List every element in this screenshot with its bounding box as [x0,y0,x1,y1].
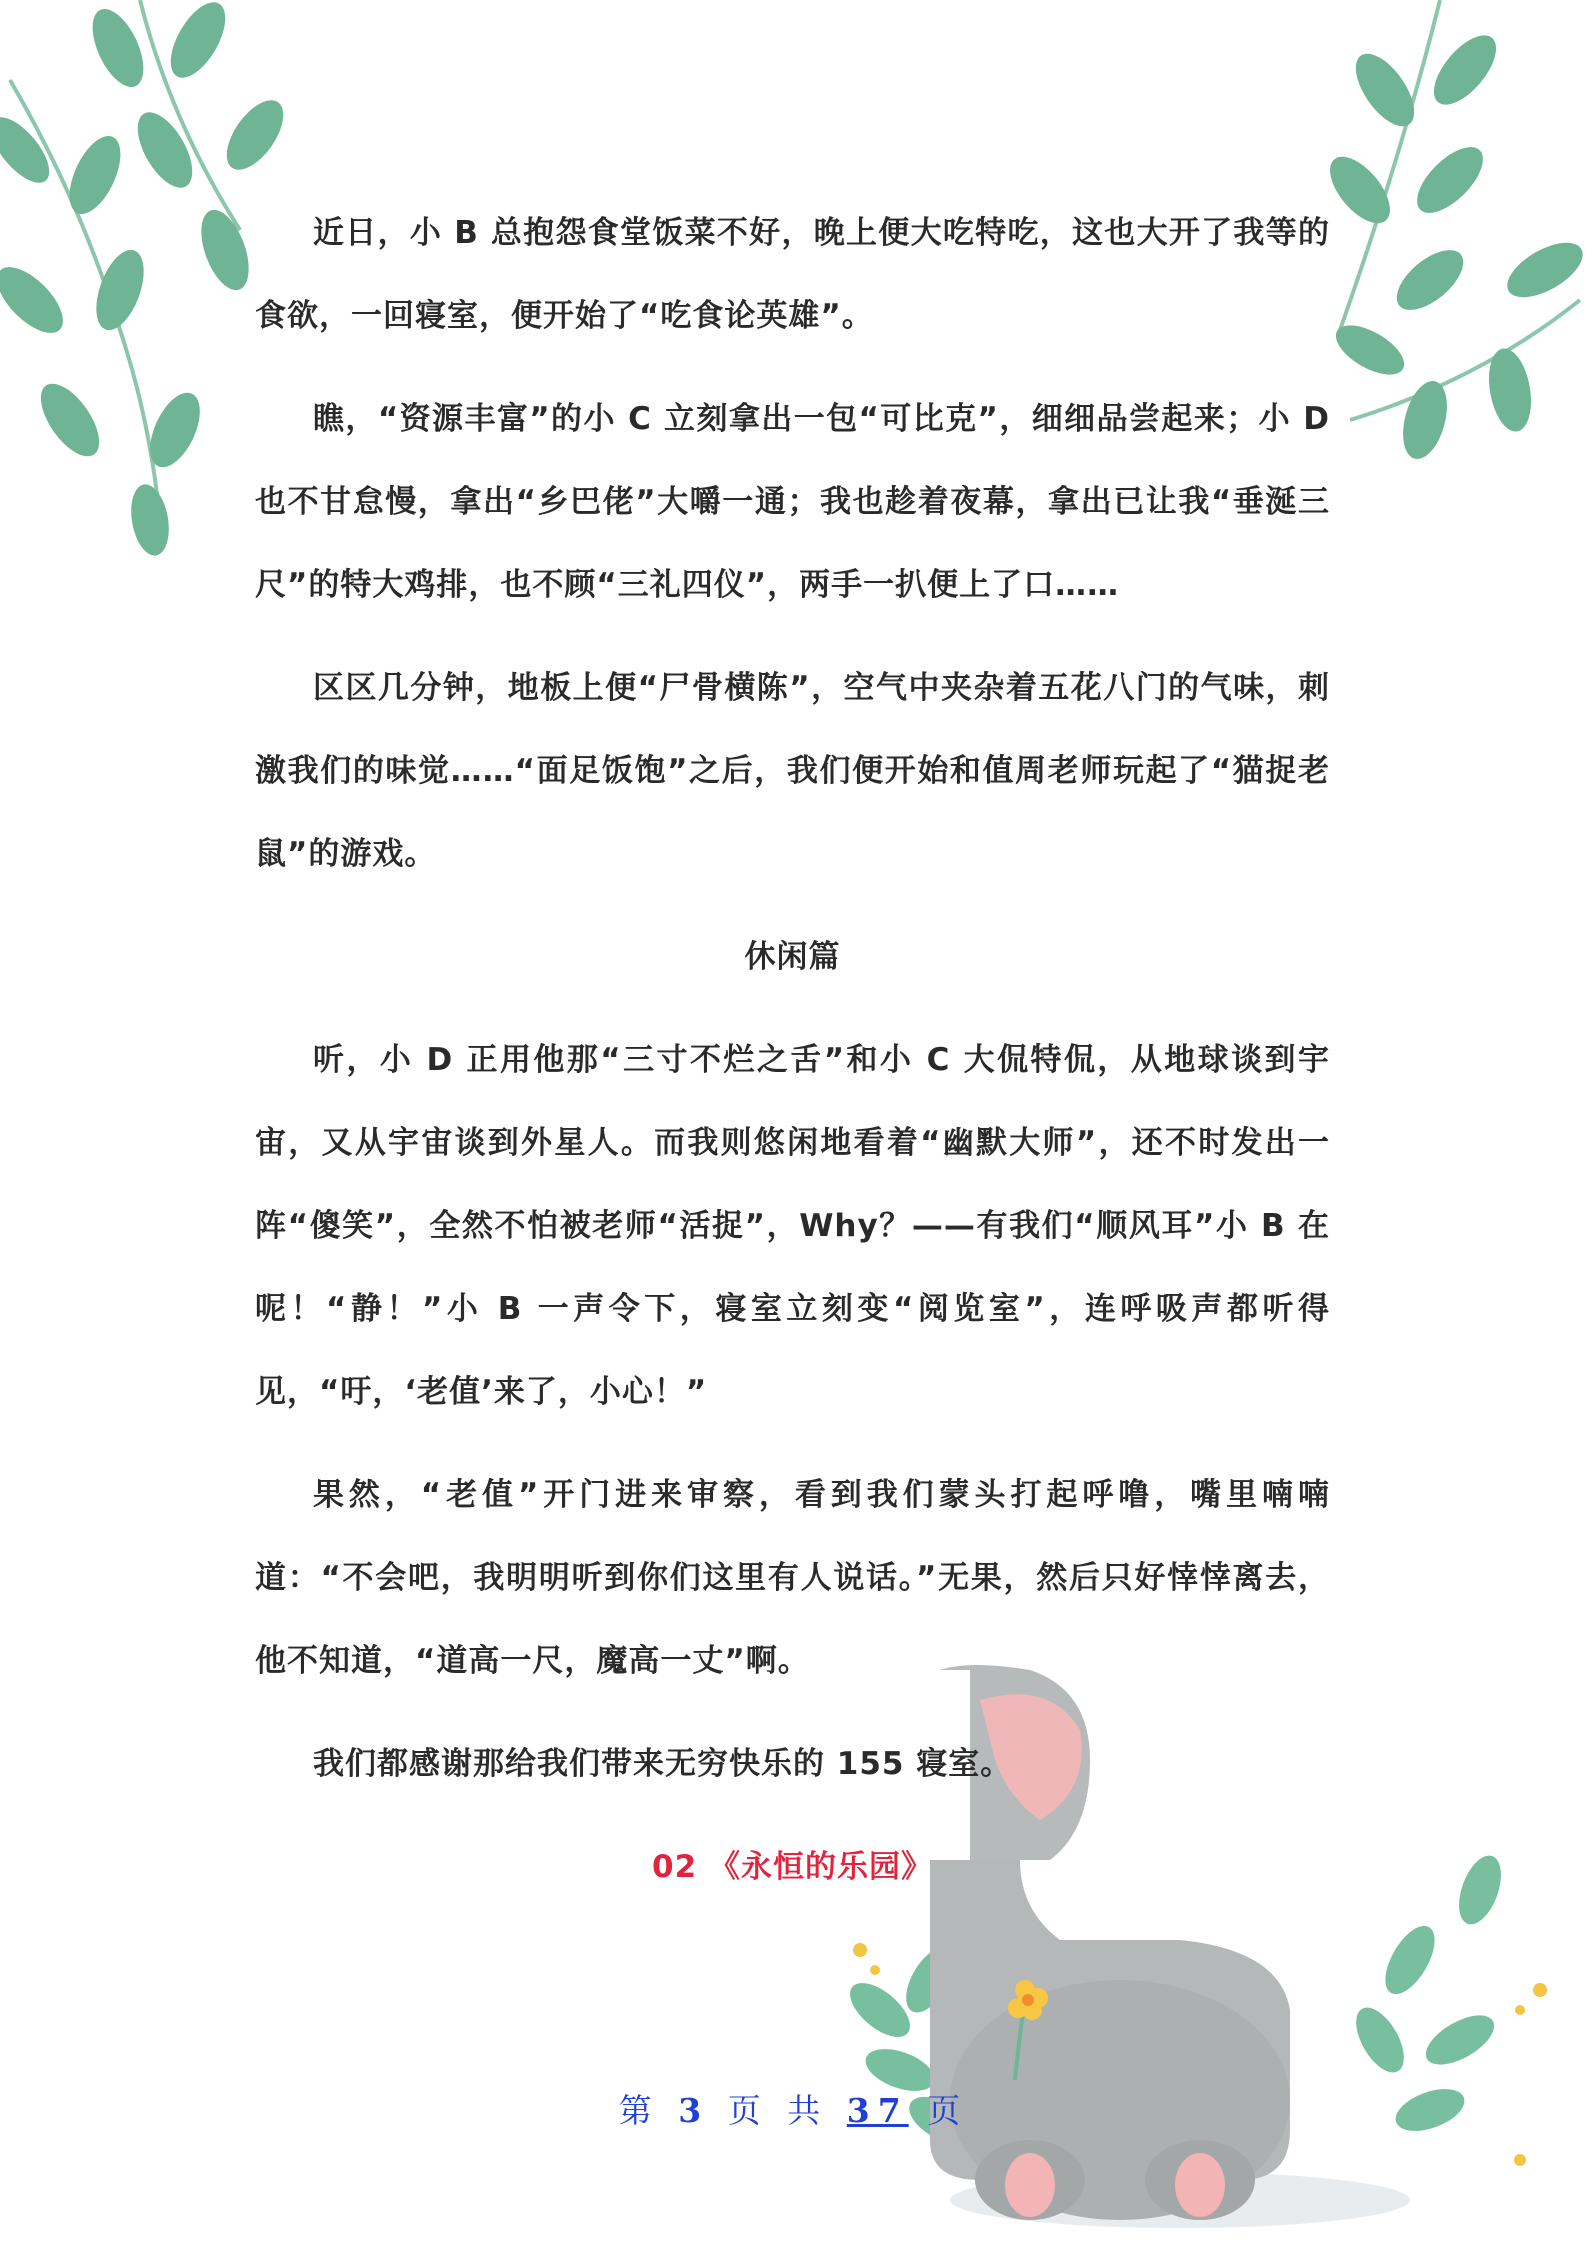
next-article-title: 02 《永恒的乐园》 [652,1849,933,1885]
paragraph: 果然，“老值”开门进来审察，看到我们蒙头打起呼噜，嘴里喃喃道：“不会吧，我明明听到你们这里有人说话。”无果，然后只好悻悻离去，他不知道，“道高一尺，魔高一丈”啊。 [255,1477,1330,1679]
footer-suffix: 页 [927,2091,969,2130]
current-page-number: 3 [678,2091,710,2130]
section-heading: 休闲篇 [744,939,841,975]
paragraph: 听，小 D 正用他那“三寸不烂之舌”和小 C 大侃特侃，从地球谈到宇宙，又从宇宙谈到外星人。而我则悠闲地看着“幽默大师”，还不时发出一阵“傻笑”，全然不怕被老师“活捉”，Why？——有我们“顺风耳”小 B 在呢！“静！”小 B 一声令下，寝室立刻变“阅览室”，连呼吸声都听得见，“吁，‘老值’来了，小心！” [255,1042,1330,1410]
total-pages: 37 [846,2091,909,2130]
paragraph: 瞧，“资源丰富”的小 C 立刻拿出一包“可比克”，细细品尝起来；小 D 也不甘怠慢，拿出“乡巴佬”大嚼一通；我也趁着夜幕，拿出已让我“垂涎三尺”的特大鸡排，也不顾“三礼四仪”，两手一扒便上了口…… [255,401,1330,603]
footer-prefix: 第 [618,2091,660,2130]
paragraph: 近日，小 B 总抱怨食堂饭菜不好，晚上便大吃特吃，这也大开了我等的食欲，一回寝室，便开始了“吃食论英雄”。 [255,215,1330,334]
paragraph: 我们都感谢那给我们带来无穷快乐的 155 寝室。 [313,1746,1013,1782]
paragraph: 区区几分钟，地板上便“尸骨横陈”，空气中夹杂着五花八门的气味，刺激我们的味觉……“面足饭饱”之后，我们便开始和值周老师玩起了“猫捉老鼠”的游戏。 [255,670,1330,872]
article-body [255,192,1330,1909]
page-footer [0,2085,1587,2132]
footer-middle: 页 共 [727,2091,829,2130]
leaf-decoration-top-right [1330,0,1587,480]
